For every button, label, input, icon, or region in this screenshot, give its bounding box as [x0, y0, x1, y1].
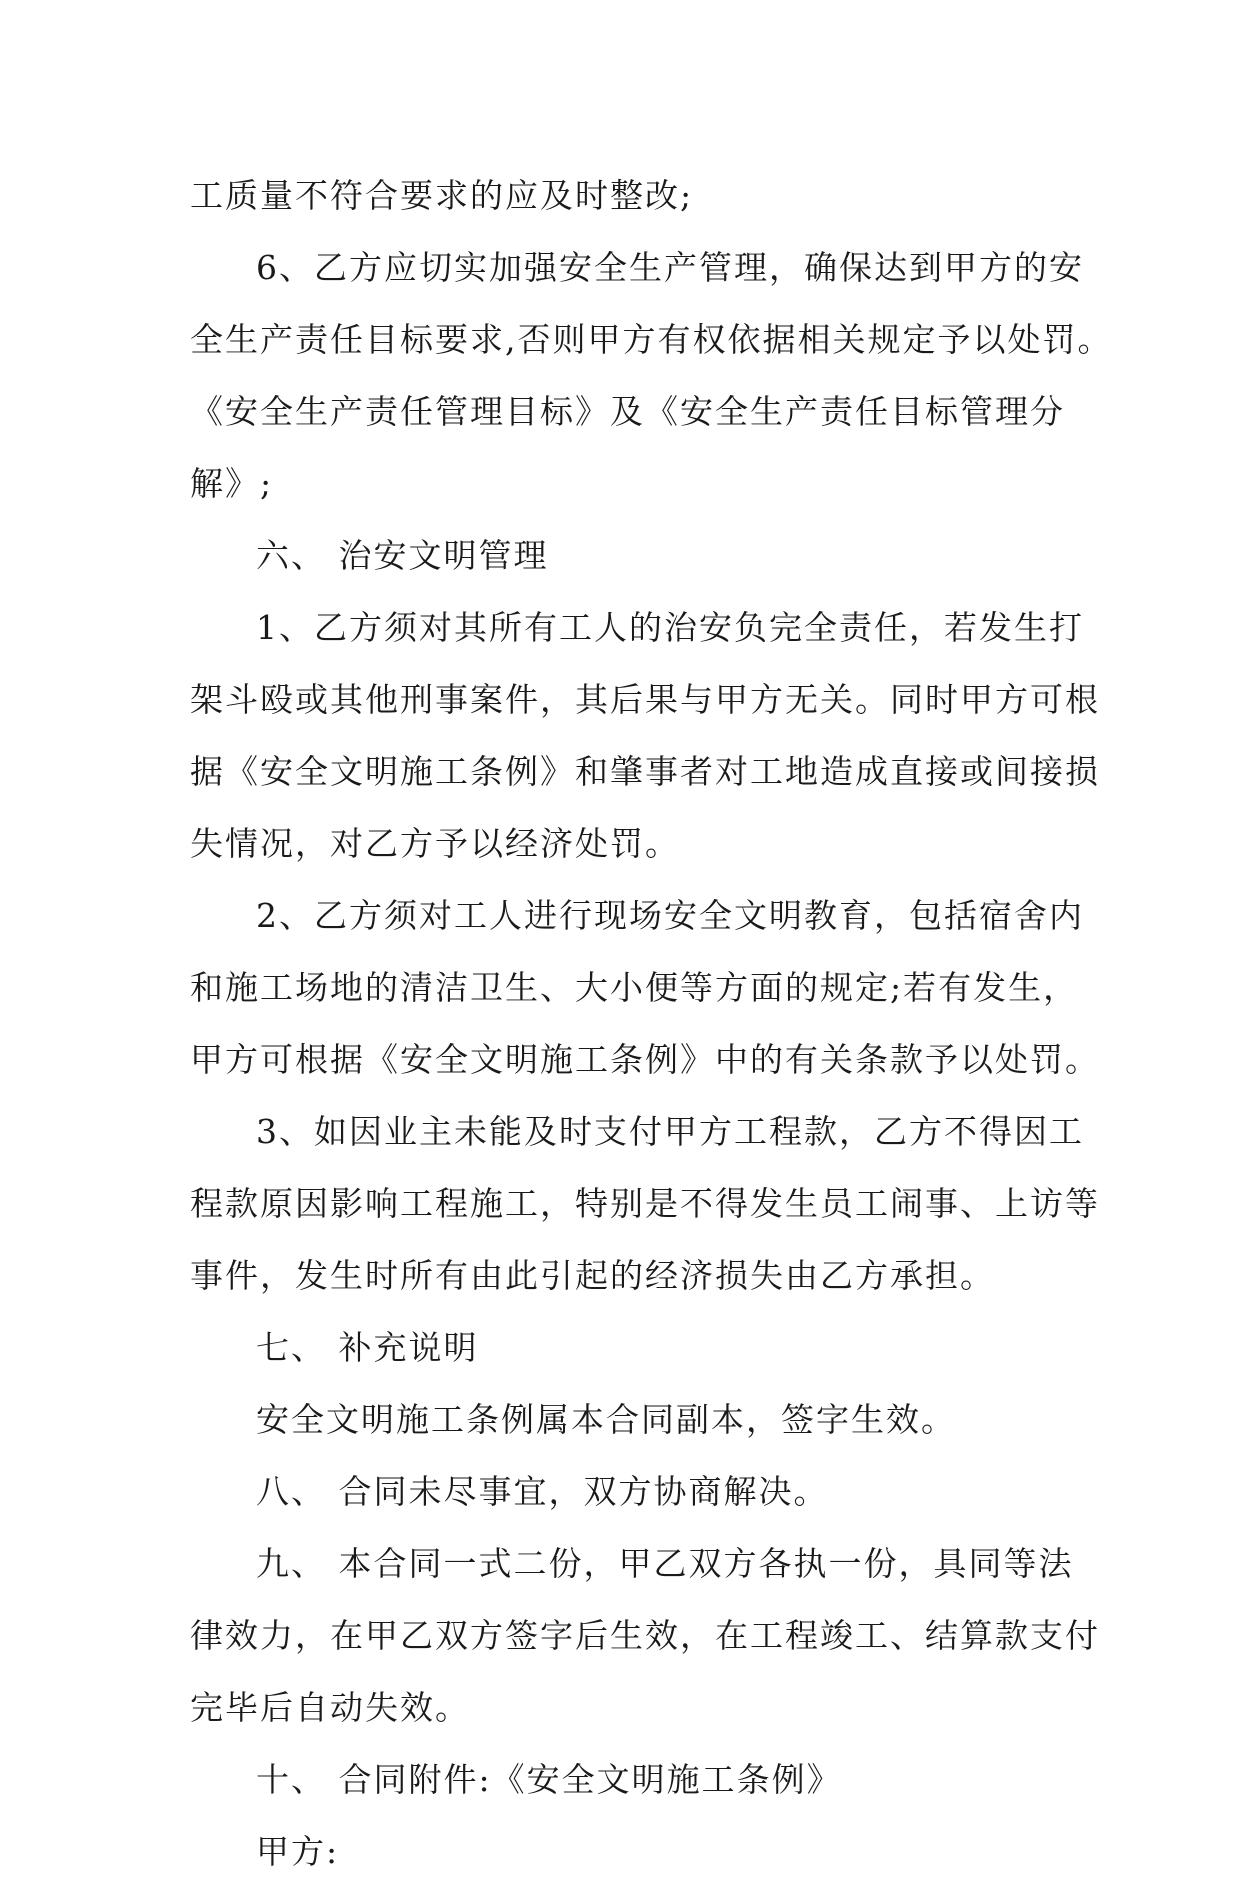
- text-line: 和施工场地的清洁卫生、大小便等方面的规定;若有发生，: [190, 968, 1079, 1007]
- text-line: 程款原因影响工程施工，特别是不得发生员工闹事、上访等: [190, 1184, 1100, 1223]
- text-line: 6、乙方应切实加强安全生产管理，确保达到甲方的安: [256, 248, 1084, 287]
- text-line: 据《安全文明施工条例》和肇事者对工地造成直接或间接损: [190, 752, 1100, 791]
- text-line: 律效力，在甲乙双方签字后生效，在工程竣工、结算款支付: [190, 1616, 1100, 1655]
- text-line: 完毕后自动失效。: [190, 1688, 470, 1727]
- text-line: 1、乙方须对其所有工人的治安负完全责任，若发生打: [256, 608, 1084, 647]
- text-line: 3、如因业主未能及时支付甲方工程款，乙方不得因工: [256, 1112, 1084, 1151]
- text-line: 全生产责任目标要求,否则甲方有权依据相关规定予以处罚。: [190, 320, 1113, 359]
- section-heading: 九、 本合同一式二份，甲乙双方各执一份，具同等法: [256, 1544, 1074, 1583]
- section-heading: 十、 合同附件:《安全文明施工条例》: [256, 1760, 842, 1799]
- text-line: 事件，发生时所有由此引起的经济损失由乙方承担。: [190, 1256, 995, 1295]
- text-line: 架斗殴或其他刑事案件，其后果与甲方无关。同时甲方可根: [190, 680, 1100, 719]
- text-line: 工质量不符合要求的应及时整改;: [190, 176, 694, 215]
- text-line: 甲方可根据《安全文明施工条例》中的有关条款予以处罚。: [190, 1040, 1100, 1079]
- text-line: 安全文明施工条例属本合同副本，签字生效。: [256, 1400, 956, 1439]
- section-heading: 六、 治安文明管理: [256, 536, 549, 575]
- section-heading: 七、 补充说明: [256, 1328, 479, 1367]
- text-line: 2、乙方须对工人进行现场安全文明教育，包括宿舍内: [256, 896, 1084, 935]
- text-line: 《安全生产责任管理目标》及《安全生产责任目标管理分: [190, 392, 1065, 431]
- text-line: 解》;: [190, 464, 274, 503]
- document-body: [190, 160, 1113, 1888]
- section-heading: 八、 合同未尽事宜，双方协商解决。: [256, 1472, 829, 1511]
- signature-label: 甲方:: [256, 1832, 340, 1871]
- text-line: 失情况，对乙方予以经济处罚。: [190, 824, 680, 863]
